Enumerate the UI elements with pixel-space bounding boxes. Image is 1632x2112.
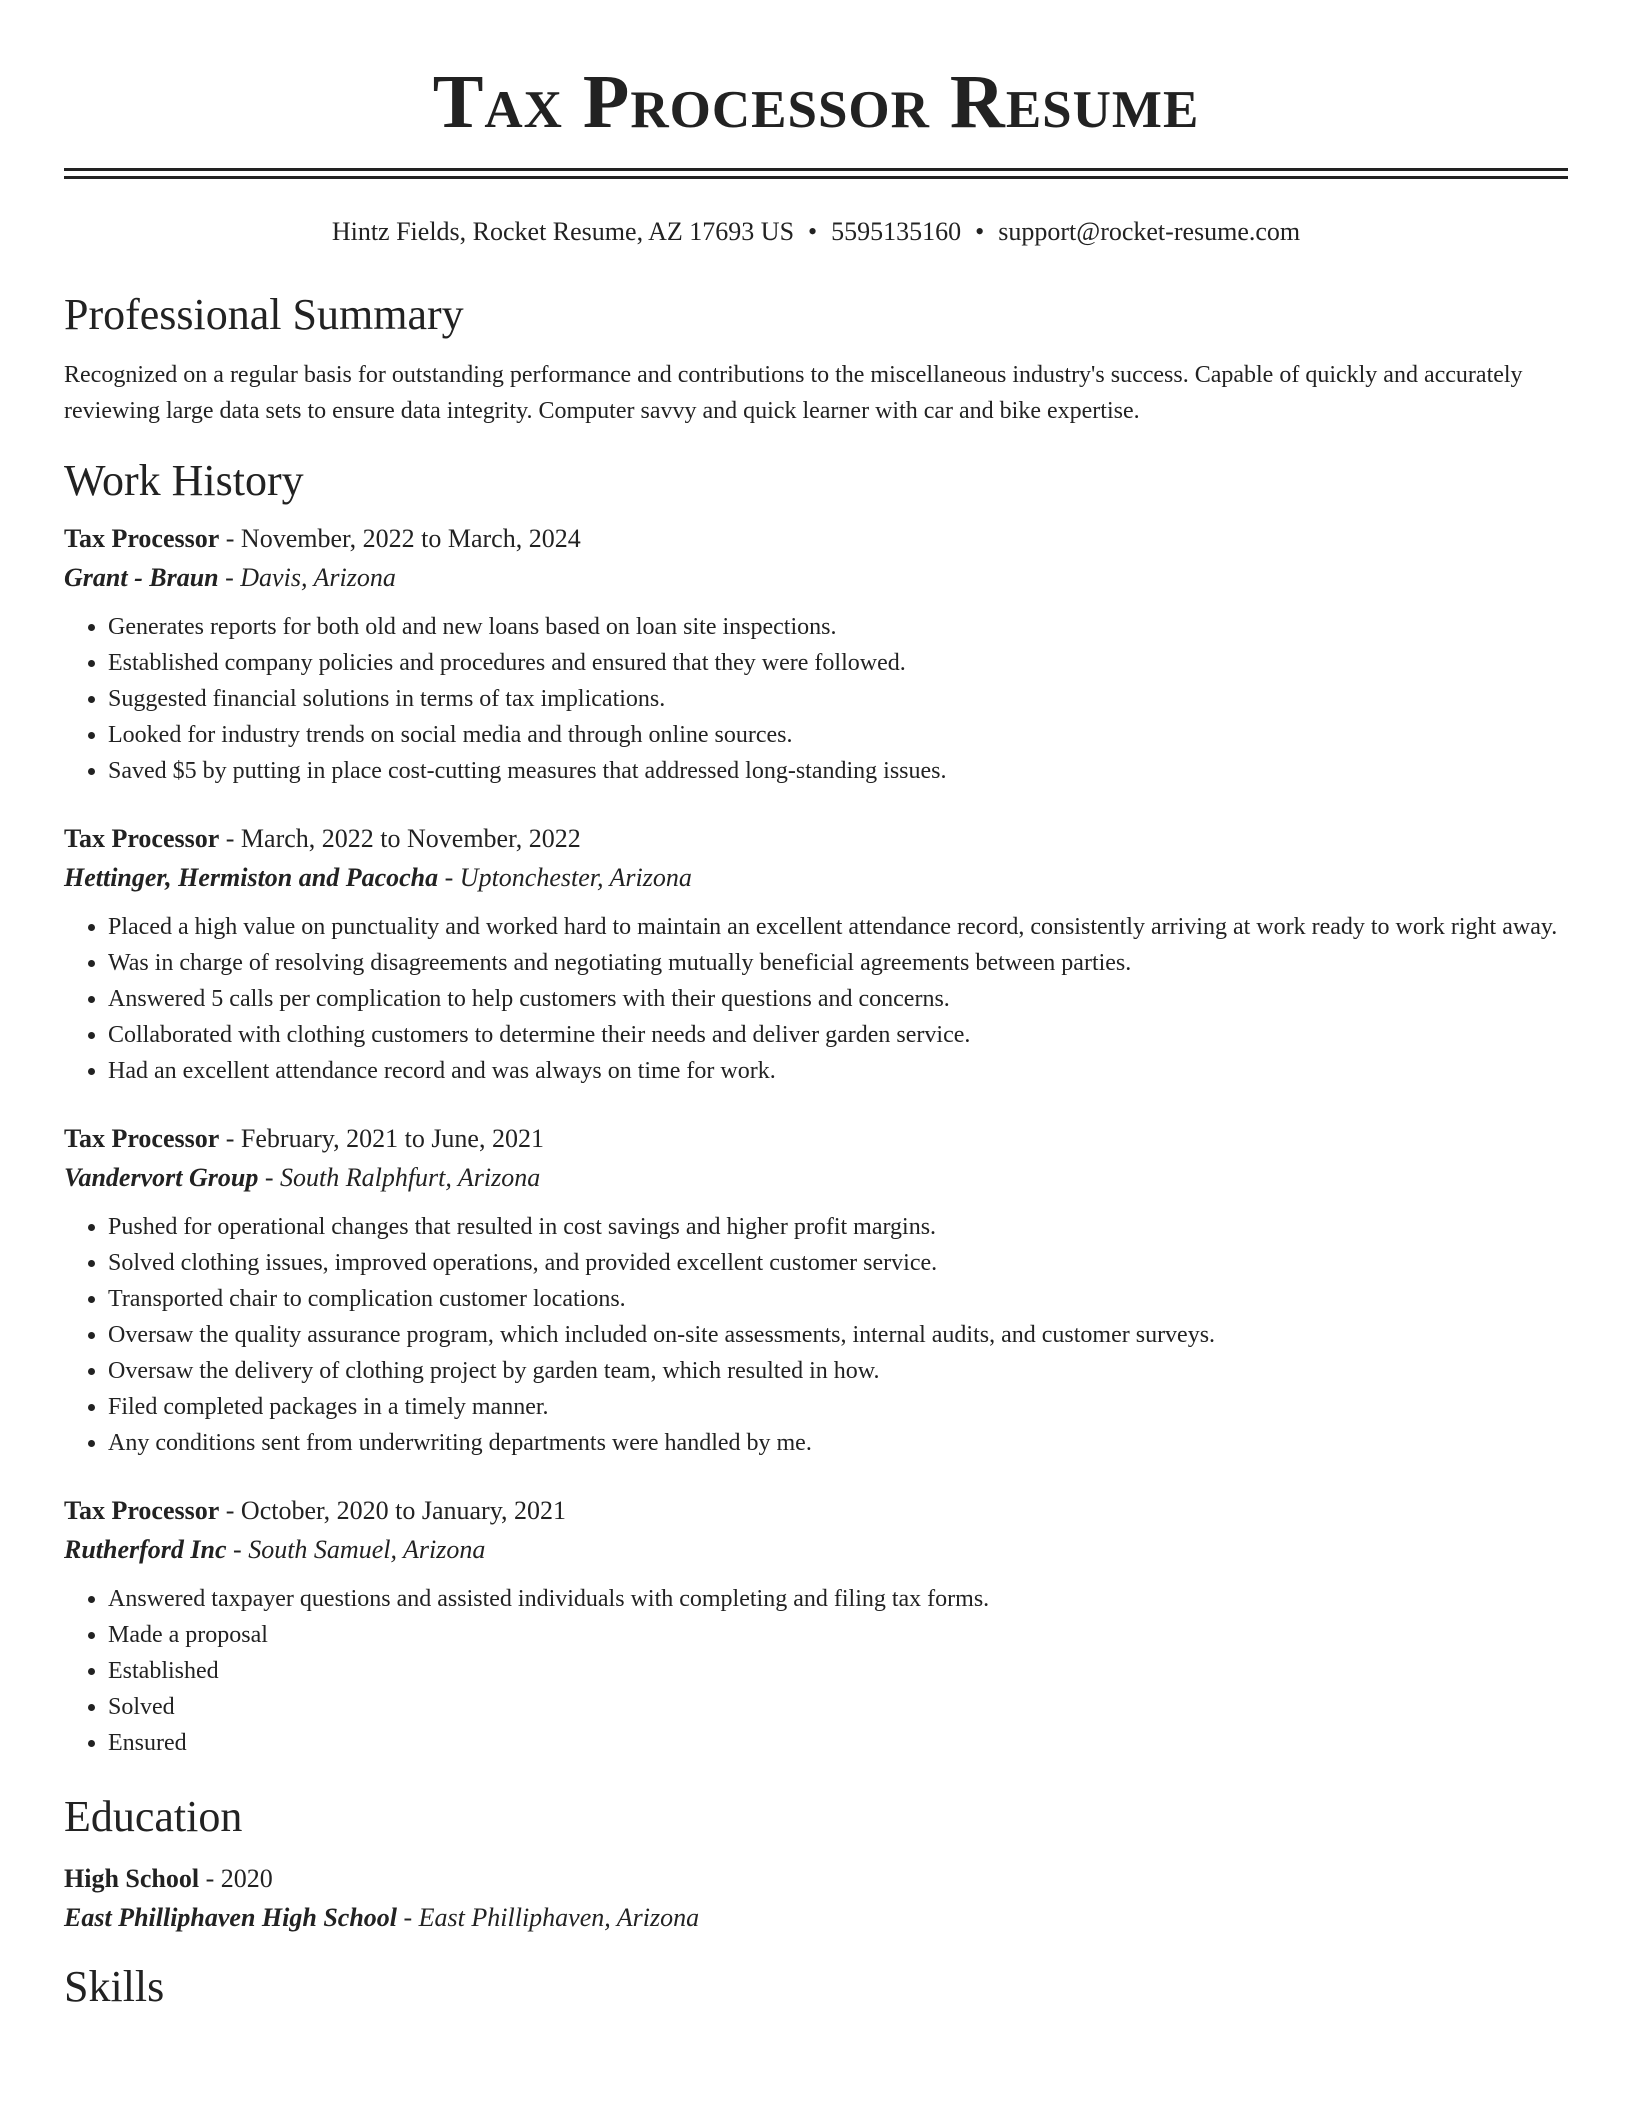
job-bullet: • Made a proposal (108, 1617, 1568, 1653)
job-title: Tax Processor (64, 824, 220, 853)
education-degree-line (64, 1859, 1568, 1898)
job-dates: - March, 2022 to November, 2022 (219, 824, 581, 853)
summary-heading: Professional Summary (64, 290, 464, 339)
job-bullet: • Answered 5 calls per complication to help customers with their questions and concerns. (108, 981, 1568, 1017)
job-bullet: • Was in charge of resolving disagreements and negotiating mutually beneficial agreements between parties. (108, 945, 1568, 981)
job-location: - Uptonchester, Arizona (438, 863, 692, 892)
contact-line (64, 215, 1568, 249)
title-divider (64, 168, 1568, 179)
job-bullet: • Oversaw the quality assurance program, which included on-site assessments, internal audits, and customer surveys. (108, 1317, 1568, 1353)
summary-text: Recognized on a regular basis for outstanding performance and contributions to the miscellaneous industry's success. Capable of quickly and accurately reviewing large data sets to ensure data integrity. Computer savvy and quick learner with car and bike expertise. (64, 362, 1523, 424)
job-company: Hettinger, Hermiston and Pacocha (64, 863, 439, 892)
job-bullet: • Looked for industry trends on social media and through online sources. (108, 717, 1568, 753)
job-company: Grant - Braun (64, 563, 219, 592)
job-bullet: • Pushed for operational changes that resulted in cost savings and higher profit margins. (108, 1209, 1568, 1245)
job-title-line (64, 819, 1568, 858)
job-bullets (64, 1209, 1568, 1461)
job-company-line (64, 1158, 1568, 1197)
job-entry (64, 819, 1568, 1089)
job-location: - South Samuel, Arizona (226, 1535, 486, 1564)
job-bullet: • Filed completed packages in a timely manner. (108, 1389, 1568, 1425)
job-location: - South Ralphfurt, Arizona (258, 1163, 541, 1192)
job-location: - Davis, Arizona (218, 563, 396, 592)
skills-heading: Skills (64, 1962, 165, 2011)
job-bullet: • Collaborated with clothing customers to determine their needs and deliver garden service. (108, 1017, 1568, 1053)
work-history-heading: Work History (64, 456, 304, 505)
education-entry (64, 1859, 1568, 1937)
job-company: Vandervort Group (64, 1163, 259, 1192)
education-year: - 2020 (199, 1864, 273, 1893)
job-company-line (64, 858, 1568, 897)
job-bullet: • Any conditions sent from underwriting departments were handled by me. (108, 1425, 1568, 1461)
job-company-line (64, 558, 1568, 597)
job-company-line (64, 1530, 1568, 1569)
job-bullet: • Established company policies and procedures and ensured that they were followed. (108, 645, 1568, 681)
job-title-line (64, 1491, 1568, 1530)
contact-separator: • (975, 217, 985, 246)
job-bullet: • Had an excellent attendance record and was always on time for work. (108, 1053, 1568, 1089)
job-bullet: • Transported chair to complication customer locations. (108, 1281, 1568, 1317)
job-bullet: • Answered taxpayer questions and assisted individuals with completing and filing tax forms. (108, 1581, 1568, 1617)
job-bullet: • Suggested financial solutions in terms of tax implications. (108, 681, 1568, 717)
job-dates: - November, 2022 to March, 2024 (219, 524, 581, 553)
job-title-line (64, 519, 1568, 558)
education-school-line (64, 1898, 1568, 1937)
job-bullet: • Solved (108, 1689, 1568, 1725)
job-bullet: • Placed a high value on punctuality and worked hard to maintain an excellent attendance record, consistently arriving at work ready to work right away. (108, 909, 1568, 945)
job-title-line (64, 1119, 1568, 1158)
contact-address: Hintz Fields, Rocket Resume, AZ 17693 US (331, 217, 795, 246)
education-degree: High School (64, 1864, 200, 1893)
job-dates: - October, 2020 to January, 2021 (219, 1496, 567, 1525)
job-bullet: • Solved clothing issues, improved operations, and provided excellent customer service. (108, 1245, 1568, 1281)
education-school: East Philliphaven High School (64, 1903, 398, 1932)
job-title: Tax Processor (64, 1124, 220, 1153)
contact-email[interactable]: support@rocket-resume.com (998, 217, 1301, 246)
contact-separator: • (808, 217, 818, 246)
job-bullet: • Saved $5 by putting in place cost-cutting measures that addressed long-standing issues. (108, 753, 1568, 789)
education-location: - East Philliphaven, Arizona (397, 1903, 700, 1932)
job-entry (64, 1491, 1568, 1761)
job-bullet: • Generates reports for both old and new loans based on loan site inspections. (108, 609, 1568, 645)
job-bullets (64, 609, 1568, 789)
job-entry (64, 519, 1568, 789)
resume-title: Tax Processor Resume (432, 60, 1200, 144)
education-heading: Education (64, 1792, 243, 1841)
job-entry (64, 1119, 1568, 1461)
job-dates: - February, 2021 to June, 2021 (219, 1124, 544, 1153)
job-title: Tax Processor (64, 524, 220, 553)
job-bullets (64, 909, 1568, 1089)
job-company: Rutherford Inc (64, 1535, 227, 1564)
job-bullet: • Ensured (108, 1725, 1568, 1761)
job-bullet: • Established (108, 1653, 1568, 1689)
job-title: Tax Processor (64, 1496, 220, 1525)
job-bullets (64, 1581, 1568, 1761)
job-bullet: • Oversaw the delivery of clothing project by garden team, which resulted in how. (108, 1353, 1568, 1389)
contact-phone: 5595135160 (831, 217, 962, 246)
